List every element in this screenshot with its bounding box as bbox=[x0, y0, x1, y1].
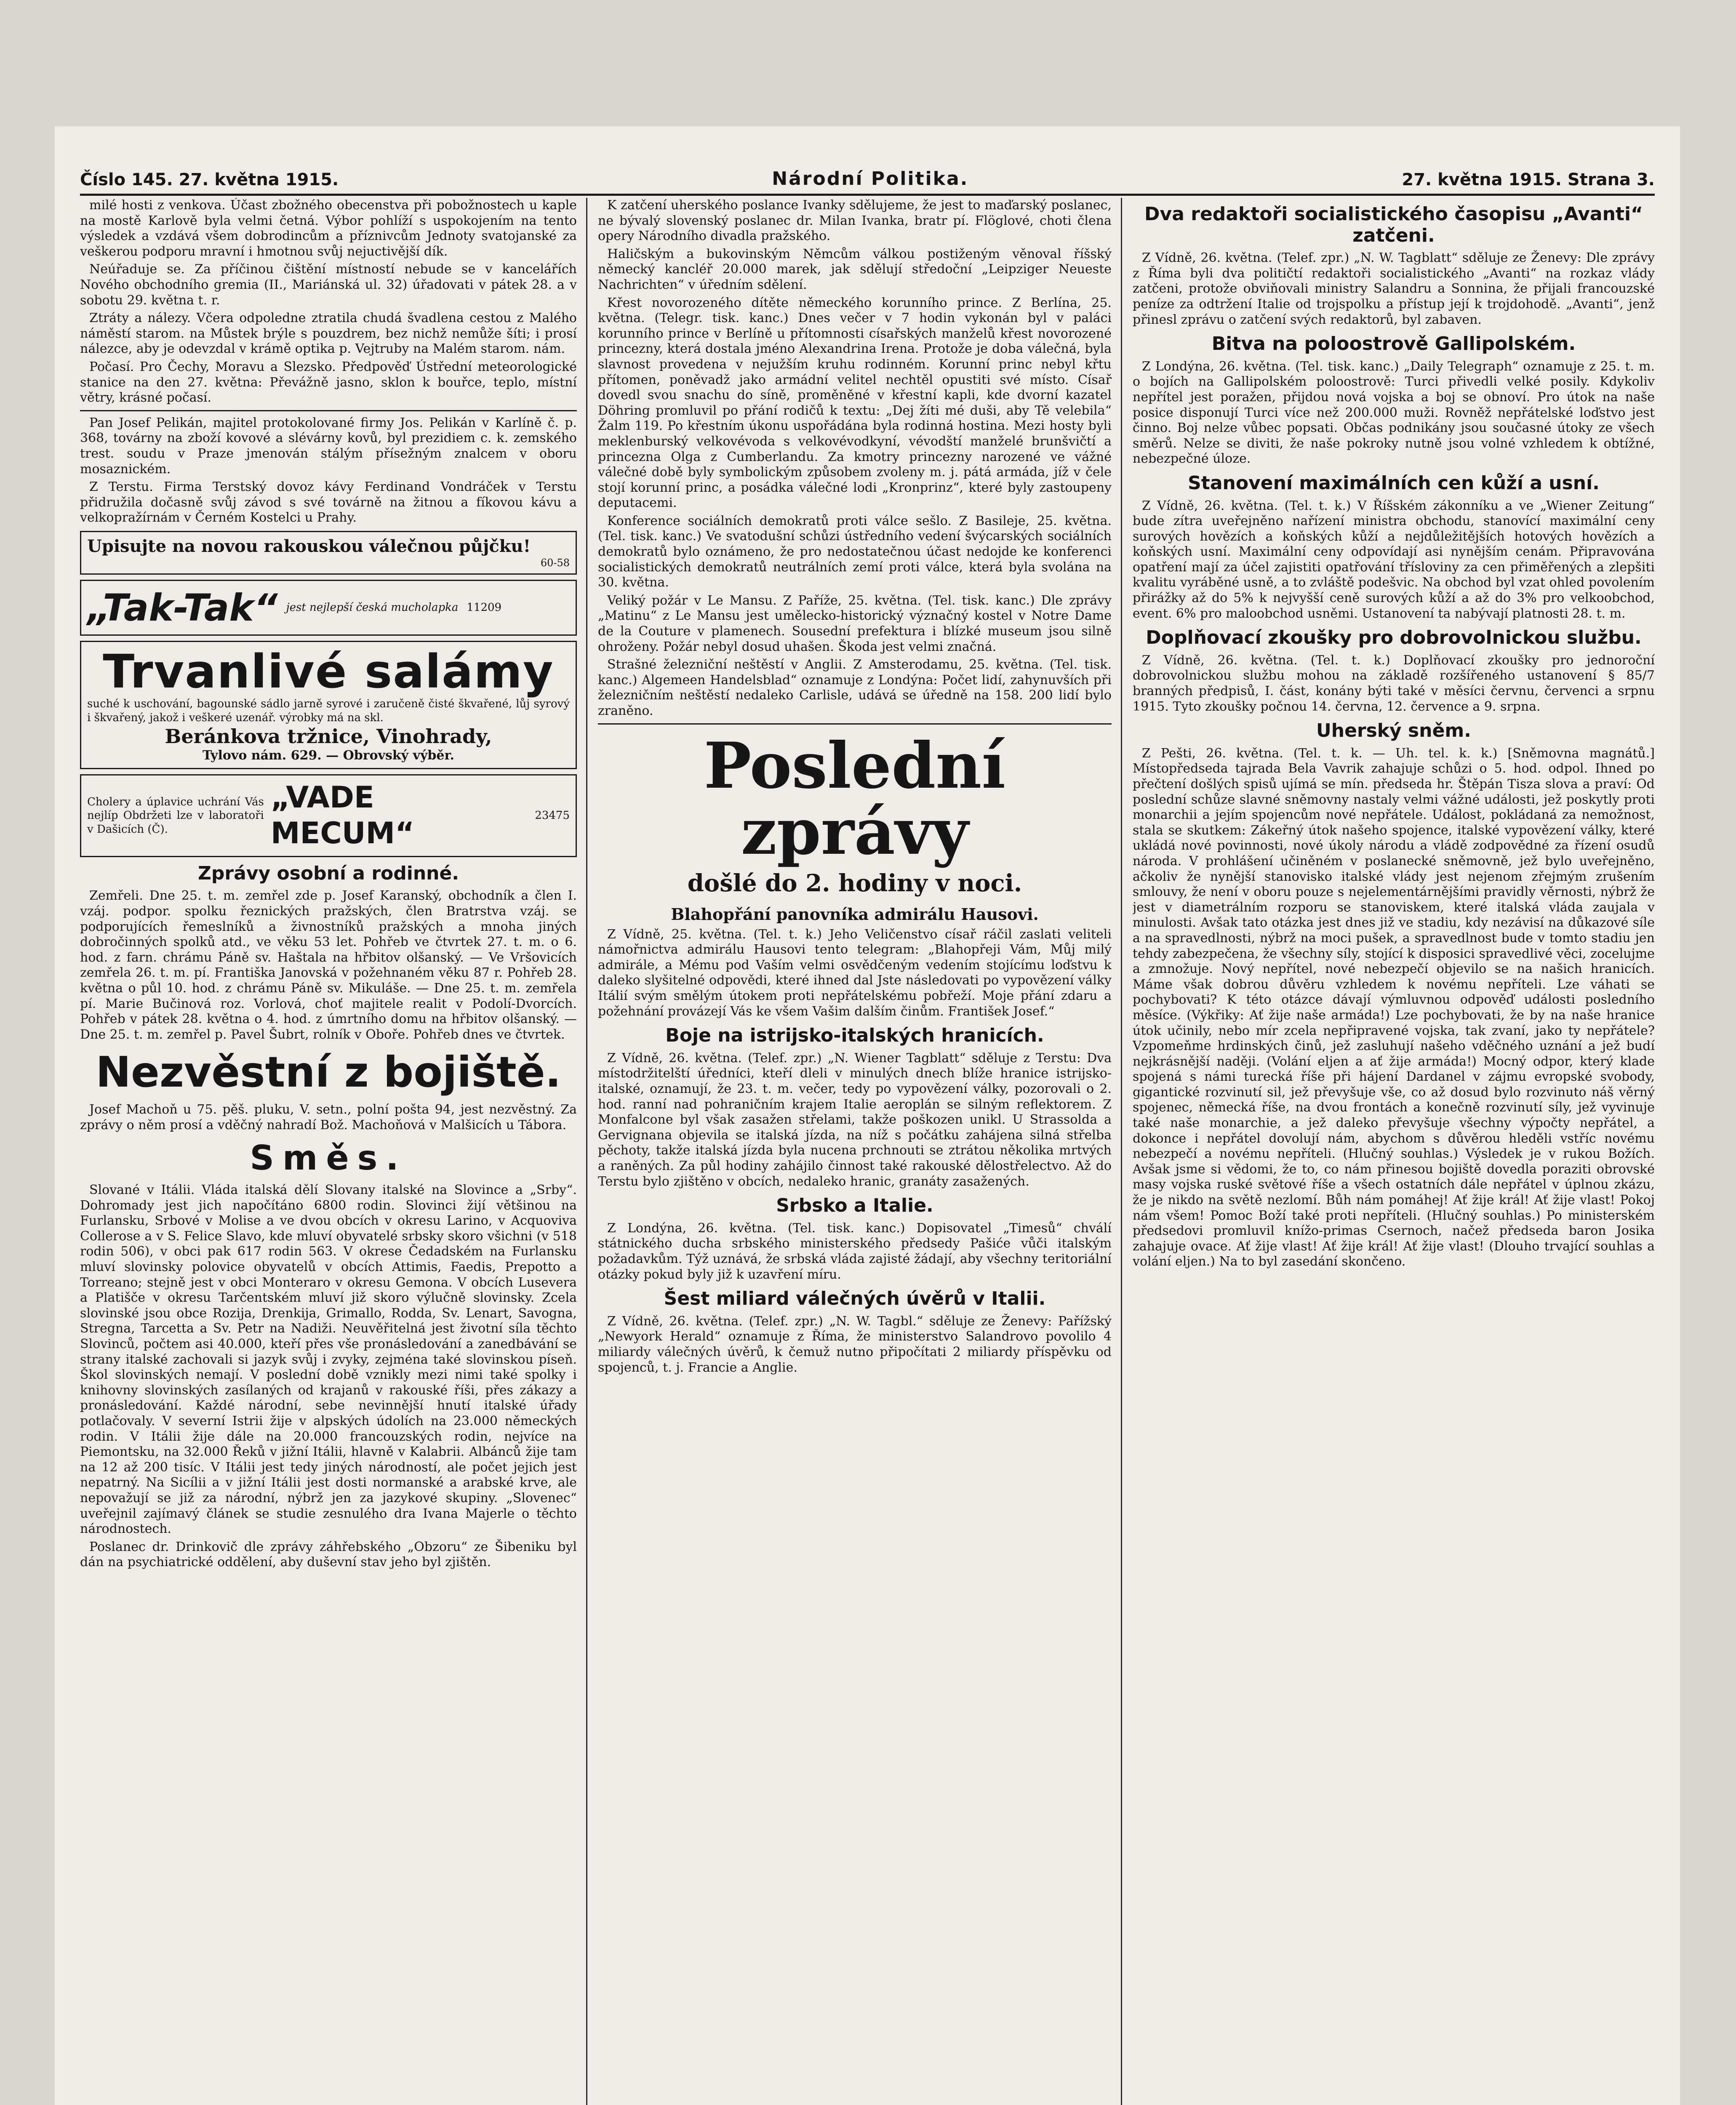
advertisement-flypaper bbox=[80, 580, 577, 636]
article-paragraph: Strašné železniční neštěstí v Anglii. Z Amsterodamu, 25. května. (Tel. tisk. kanc.) Algemeen Handelsblad“ oznamuje z Londýna: Počet lidí, zahynuvších při železničním neštěstí nedaleko Carlisle, udává se úředně na 158. 200 lidí bylo zraněno. bbox=[598, 657, 1112, 718]
article-paragraph: Konference sociálních demokratů proti válce sešlo. Z Basileje, 25. května. (Tel. tisk. kanc.) Ve svatodušní schůzi ústředního vedení švýcarských sociálních demokratů bylo oznámeno, že pro nedostatečnou účast nedojde ke konferenci socialistických demokratů neutrálních zemí proti válce, která byla svolána na 30. května. bbox=[598, 513, 1112, 590]
advertisement-vade-mecum bbox=[80, 774, 577, 857]
latest-news-heading: Poslední zprávy bbox=[704, 728, 1006, 869]
ad-text: Cholery a úplavice uchrání Vás nejlíp Obdržeti lze v laboratoři v Dašicích (Č). bbox=[87, 795, 264, 836]
ad-address: Tylovo nám. 629. — Obrovský výběr. bbox=[203, 748, 454, 763]
article-paragraph: Josef Machoň u 75. pěš. pluku, V. setn., polní pošta 94, jest nezvěstný. Za zprávy o něm prosí a vděčný nahradí Bož. Machoňová v Malšicích u Tábora. bbox=[80, 1102, 577, 1132]
ad-brand: „VADE MECUM“ bbox=[270, 780, 415, 851]
article-paragraph: milé hosti z venkova. Účast zbožného obecenstva při pobožnostech u kaple na mostě Karlově byla velmi četná. Výbor pohlíží s uspokojením na tento výsledek a vzdává všem dobrodincům a příznivcům Jednoty svatojanské za veškerou podporu mravní i hmotnou svůj nejuctivější dík. bbox=[80, 198, 577, 259]
article-paragraph: Z Vídně, 25. května. (Tel. t. k.) Jeho Veličenstvo císař ráčil zaslati veliteli námořnictva admirálu Hausovi tento telegram: „Blahopřeji Vám, Můj milý admirále, a Mému pod Vaším velmi osvědčeným vedením stojícímu loďstvu k daleko slyšitelné odpovědi, které ihned dal Jste následovati po vypovězení války Itálií svým smělým útokem proti nepřátelskému pobřeží. Moje přání zdaru a požehnání provázejí Vás ke všem Vašim dalším činům. František Josef.“ bbox=[598, 927, 1112, 1019]
article-paragraph: Z Vídně, 26. května. (Telef. zpr.) „N. Wiener Tagblatt“ sděluje z Terstu: Dva místodržitelští úředníci, kteří dleli v minulých dnech blíže hranice istrijsko-italské, oznamují, že 23. t. m. večer, tedy po vypovězení války, pozorovali o 2. hod. ranní nad pohraničním krajem Italie aeroplán se silným reflektorem. Z Monfalcone byl však zasažen střelami, takže poškozen unikl. U Strassolda a Gervignana objevila se italská jízda, na níž s počátku zahájena silná střelba pěchoty, takže italská jízda byla nucena prchnouti se ztrátou několika mrtvých a raněných. Za půl hodiny zahájilo činnost také rakouské dělostřelectvo. Až do Terstu bylo zjištěno v obcích, nedaleko hranic, granáty zasažených. bbox=[598, 1050, 1112, 1189]
article-heading: Boje na istrijsko-italských hranicích. bbox=[665, 1025, 1044, 1047]
article-heading: Uherský sněm. bbox=[1316, 720, 1471, 742]
ad-text: Upisujte na novou rakouskou válečnou půjčku! bbox=[87, 536, 531, 556]
column-3 bbox=[1133, 198, 1655, 2105]
ad-text: suché k uschování, bagounské sádlo jarně syrové i zaručeně čisté škvařené, lůj syrový i škvařený, jakož i veškeré uzenář. výrobky má na skl. bbox=[87, 698, 570, 724]
article-paragraph: Z Terstu. Firma Terstský dovoz kávy Ferdinand Vondráček v Terstu přidružila dočasně svůj závod s své továrně na žitnou a fíkovou kávu a velkopražírnám v Černém Kostelci u Prahy. bbox=[80, 480, 577, 525]
divider bbox=[598, 723, 1112, 725]
article-heading: Stanovení maximálních cen kůží a usní. bbox=[1188, 472, 1600, 494]
ad-brand: „Tak-Tak“ bbox=[87, 586, 278, 629]
article-heading: Dva redaktoři socialistického časopisu „Avanti“ zatčeni. bbox=[1144, 203, 1643, 246]
ad-number: 60-58 bbox=[540, 557, 570, 569]
article-heading: Blahopřání panovníka admirálu Hausovi. bbox=[671, 904, 1039, 924]
advertisement-war-loan bbox=[80, 531, 577, 575]
article-heading: Šest miliard válečných úvěrů v Italii. bbox=[664, 1288, 1046, 1310]
section-heading: Zprávy osobní a rodinné. bbox=[197, 862, 459, 884]
article-paragraph: Poslanec dr. Drinkovič dle zprávy záhřebského „Obzoru“ ze Šibeniku byl dán na psychiatrické oddělení, aby duševní stav jeho byl zjištěn. bbox=[80, 1539, 577, 1570]
latest-news-subheading: došlé do 2. hodiny v noci. bbox=[687, 869, 1022, 897]
page-info: 27. května 1915. Strana 3. bbox=[1402, 170, 1655, 189]
article-paragraph: Pan Josef Pelikán, majitel protokolované firmy Jos. Pelikán v Karlíně č. p. 368, továrny na zboží kovové a slévárny kovů, byl prezidiem c. k. zemského trest. soudu v Praze jmenován stálým přísežným znalcem v oboru mosaznickém. bbox=[80, 415, 577, 477]
article-paragraph: Ztráty a nálezy. Včera odpoledne ztratila chudá švadlena cestou z Malého náměstí starom. na Můstek brýle s pouzdrem, bez nichž nemůže šíti; i prosí nálezce, aby je odevzdal v krámě optika p. Vejtruby na Malém starom. nám. bbox=[80, 311, 577, 357]
issue-info: Číslo 145. 27. května 1915. bbox=[80, 170, 339, 189]
column-rule bbox=[586, 198, 587, 2105]
divider bbox=[80, 410, 577, 411]
article-paragraph: Křest novorozeného dítěte německého korunního prince. Z Berlína, 25. května. (Telegr. tisk. kanc.) Dnes večer v 7 hodin vykonán byl v paláci korunního prince v Berlíně u přítomnosti císařských manželů křest novorozené princezny, která dostala jméno Alexandrina Irena. Protože je doba válečná, byla slavnost provedena v nejužším kruhu rodinném. Korunní princ nebyl křtu přítomen, poněvadž jako armádní velitel nechtěl opustiti své místo. Císař dovedl svou snachu do síně, proměněné v křestní kapli, kde dvorní kazatel Döhring promluvil po přání rodičů k textu: „Dej žíti mé duši, aby Tě velebila“ Žalm 119. Po křestním úkonu uspořádána byla rodinná hostina. Mezi hosty byli meklenburský velkovévoda s velkovévodkyní, vévodští manželé brunšvičtí a princezna Olga z Cumberlandu. Za kmotry princezny narozené ve vážné válečné době byly symbolickým způsobem zvoleny m. j. pátá armáda, jíž v čele stojí korunní princ, a posádka válečné lodi „Kronprinz“, které byly zastoupeny deputacemi. bbox=[598, 295, 1112, 511]
ad-number: 11209 bbox=[467, 601, 502, 614]
ad-firm: Beránkova tržnice, Vinohrady, bbox=[165, 725, 492, 748]
article-paragraph: Neúřaduje se. Za příčinou čištění místností nebude se v kancelářích Nového obchodního gremia (II., Mariánská ul. 32) úřadovati v pátek 28. a v sobotu 29. května t. r. bbox=[80, 262, 577, 308]
article-paragraph: Z Londýna, 26. května. (Tel. tisk. kanc.) „Daily Telegraph“ oznamuje z 25. t. m. o bojích na Gallipolském poloostrově: Turci přivedli velké posily. Kdykoliv nepřítel jest poražen, přijdou nová vojska a boj se obnoví. Pro útok na naše posice disponují Turci více než 200.000 muži. Rovněž nepřátelské loďstvo jest činno. Boj nelze vůbec popsati. Občas podnikány jsou současné útoky ze všech směrů. Nelze se diviti, že naše pokroky nutně jsou volné vzhledem k obtížné, nebezpečné úloze. bbox=[1133, 359, 1655, 466]
article-paragraph: K zatčení uherského poslance Ivanky sdělujeme, že jest to maďarský poslanec, ne bývalý slovenský poslanec dr. Milan Ivanka, bratr pí. Flöglové, choti člena opery Národního divadla pražského. bbox=[598, 198, 1112, 244]
ad-headline: Trvanlivé salámy bbox=[103, 645, 554, 699]
article-paragraph: Slované v Itálii. Vláda italská dělí Slovany italské na Slovince a „Srby“. Dohromady jest jich napočítáno 6800 rodin. Slovinci žijí většinou na Furlansku, Srbové v Molise a ve dvou obcích v okresu Larino, v Acquoviva Collerose a v S. Felice Slavo, kde mluví obyvatelé srbsky skoro všichni (v 518 rodin 506), v obci pak 617 rodin 563. V okrese Čedadském na Furlansku mluví slovinsky polovice obyvatelů v obcích Attimis, Faedis, Prepotto a Torreano; stejně jest v obci Monteraro v okresu Gemona. V obcích Lusevera a Platišče v okresu Tarčentském mluví již skoro výlučně slovinsky. Zcela slovinské jsou obce Rozija, Drenkija, Grimallo, Rodda, Sv. Lenart, Savogna, Stregna, Tarcetta a Sv. Petr na Nadiži. Neuvěřitelná jest životní síla těchto Slovinců, počtem asi 40.000, kteří přes vše pronásledování a zanedbávání se strany italské zachovali si jazyk svůj i zvyky, zejména také slovinskou píseň. Škol slovinských nemají. V poslední době vznikly mezi nimi také spolky i knihovny slovinských zasílaných od krajanů v rakouské říši, přes zákazy a pronásledování. Každé národní, sebe nevinnější hnutí italské úřady potlačovaly. V severní Istrii žije v alpských údolích na 23.000 německých rodin. V Itálii žije dále na 20.000 francouzských rodin, nejvíce na Piemontsku, na 32.000 Řeků v jižní Itálii, hlavně v Kalabrii. Albánců žije tam na 12 až 200 tisíc. V Itálii jest tedy jiných národností, ale počet jejich jest nepatrný. Na Sicílii a v jižní Itálii jest dosti normanské a arabské krve, ale nepovažují se již za národní, nýbrž jen za jazykové skupiny. „Slovenec“ uveřejnil zajímavý článek se studie zesnulého dra Ivana Majerle o těchto národnostech. bbox=[80, 1183, 577, 1537]
article-paragraph: Z Londýna, 26. května. (Tel. tisk. kanc.) Dopisovatel „Timesů“ chválí státnického ducha srbského ministerského předsedy Pašiće vůči italským požadavkům. Týž uznává, že srbská vláda zajisté žádají, aby všechny teritoriální otázky pokud byly již k uzavření míru. bbox=[598, 1220, 1112, 1282]
article-paragraph: Z Pešti, 26. května. (Tel. t. k. — Uh. tel. k. k.) [Sněmovna magnátů.] Místopředseda tajrada Bela Vavrik zahajuje schůzi o 5. hod. odpol. Ihned po přečtení došlých spisů ujímá se mín. předseda hr. Štěpán Tisza slova a praví: Od poslední schůze slavné sněmovny nastaly velmi vážné události, jež poskytly proti monarchii a jejím spojencům nové nepřátele. Událost, pokládaná za nemožnost, stala se skutkem: Zákeřný útok našeho spojence, italské vypovězení války, které ukládá nové povinnosti, nové úkoly národu a vládě zodpovědné za řízení osudů národa. V prohlášení učiněném v poslanecké sněmovně, jež bylo uveřejněno, ačkoliv že nynější stanovisko italské vlády jest nejenom zřejmým zrušením smlouvy, že není v oboru pouze s nejelementárnějšími pravidly věrnosti, nýbrž že jest v diametrálním rozporu se stanoviskem, které italská vláda zaujala v minulosti. Avšak tato otázka jest dnes již ve stadiu, kdy nezávisí na důkazové síle a na spravedlnosti, nýbrž na moci pušek, a spravedlnost bude v tomto stadiu jen tehdy zabezpečena, že všechny síly, stojící k disposici spravedlivé věci, zocelujme a zmnožuje. Nový nepřítel, nové nebezpečí objevilo se na našich hranicích. Máme však dobrou důvěru vzhledem k novému nepříteli. Lze váhati se pochybovati? K této otázce dávají výmluvnou odpověď události posledního měsíce. (Výkřiky: Ať žije naše armáda!) Lze pochybovati, že by na naše hranice útok učinily, nebo mír zcela nepřipravené vojska, tak zvaní, jako ty nepřátele? Vzpomeňme hrdinských činů, jež zasluhují našeho vděčného uznání a jež budí nejkrásnější naději. (Volání eljen a ať žije armáda!) Mocný odpor, který klade spojená s námi turecká říše při hájení Dardanel v zájmu evropské svobody, gigantické rozvinutí sil, jež převyšuje vše, co až dosud bylo rozvinuto náš věrný spojenec, německá říše, na dvou frontách a konečně rozvinutí síly, jež vyvinuje také naše monarchie, a jež daleko převyšuje všechny výpočty nepřátel, a dokonce i nepřátel dovolují nám, abychom s důvěrou hleděli vstříc novému nebezpečí a novému nepříteli. (Hlučný souhlas.) Výsledek je v rukou Božích. Avšak jsme si vědomi, že to, co nám přinesou bojiště dovedla poraziti obrovské masy vojska ruské světové říše a všech ostatních dále nepřátel v úplnou zkázu, že je nikdo na světě nezlomí. Bůh nám pomáhej! Ať žije král! Ať žije vlast! Pokoj nám všem! Pomoc Boží také proti nepříteli. (Hlučný souhlas.) Po ministerském předsedovi promluvil knížo-primas Csernoch, načež předseda baron Josika zahajuje ovace. Ať žije vlast! Ať žije král! Ať žije vlast! (Dlouho trvající souhlas a volání eljen.) Na to byl zasedání skončeno. bbox=[1133, 746, 1655, 1269]
advertisement-salami bbox=[80, 641, 577, 769]
column-rule bbox=[1121, 198, 1122, 2105]
article-paragraph: Z Vídně, 26. května. (Telef. zpr.) „N. W. Tagbl.“ sděluje ze Ženevy: Pařížský „Newyork Herald“ oznamuje z Říma, že ministerstvo Salandrovo povolilo 4 miliardy válečných úvěrů, k čemuž nutno připočítati 2 miliardy příspěvku od spojenců, t. j. Francie a Anglie. bbox=[598, 1314, 1112, 1375]
article-paragraph: Z Vídně, 26. května. (Tel. t. k.) V Říšském zákonníku a ve „Wiener Zeitung“ bude zítra uveřejněno nařízení ministra obchodu, stanovící maximální ceny surových hovězích a koňských kůží a nejdůležitějších hotových hovězích a koňských usní. Maximální ceny odpovídají asi nynějším cenám. Připravována opatření mají za účel zajistiti opatřování třísloviny za cen přiměřených a zlepšiti kvalitu vyráběné usně, a to zvláště podešvic. Na obchod byl vzat ohled povolením přirážky až do 5% k nejvyšší ceně surových kůží a až do 3% pro velkoobchod, event. 6% pro maloobchod usněmi. Ustanovení ta nabývají platnosti 28. t. m. bbox=[1133, 498, 1655, 621]
masthead bbox=[80, 152, 1655, 196]
newspaper-title: Národní Politika. bbox=[772, 168, 969, 189]
column-2 bbox=[598, 198, 1112, 2105]
article-paragraph: Z Vídně, 26. května. (Telef. zpr.) „N. W. Tagblatt“ sděluje ze Ženevy: Dle zprávy z Říma byli dva političtí redaktoři socialistického „Avanti“ na rozkaz vlády zatčeni, protože obviňovali ministry Salandru a Sonnina, že přijali francouzské peníze za odtržení Italie od trojspolku a přístup její k trojdohodě. „Avanti“, jenž přinesl zprávu o zatčení svých redaktorů, byl zabaven. bbox=[1133, 250, 1655, 327]
article-heading: Srbsko a Italie. bbox=[776, 1195, 933, 1217]
newspaper-page bbox=[55, 126, 1680, 2105]
section-heading: Směs. bbox=[250, 1138, 407, 1178]
article-heading: Bitva na poloostrově Gallipolském. bbox=[1211, 333, 1576, 355]
article-heading: Doplňovací zkoušky pro dobrovolnickou službu. bbox=[1146, 627, 1642, 649]
article-paragraph: Zemřeli. Dne 25. t. m. zemřel zde p. Josef Karanský, obchodník a člen I. vzáj. podpor. spolku řeznických pražských, člen Bratrstva vzáj. se podporujících řemeslníků a živnostníků pražských a mnoha jiných dobročinných spolků atd., ve věku 53 let. Pohřeb ve čtvrtek 27. t. m. o 6. hod. z farn. chrámu Páně sv. Haštala na hřbitov olšanský. — Ve Vršovicích zemřela 26. t. m. pí. Františka Janovská v požehnaném věku 87 r. Pohřeb 28. května o půl 10. hod. z chrámu Páně sv. Mikuláše. — Dne 25. t. m. zemřela pí. Marie Bučinová roz. Vorlová, choť majitele realit v Podolí-Dvorcích. Pohřeb v pátek 28. května o 4. hod. z úmrtního domu na hřbitov olšanský. — Dne 25. t. m. zemřel p. Pavel Šubrt, rolník v Oboře. Pohřeb dnes ve čtvrtek. bbox=[80, 888, 577, 1042]
article-paragraph: Haličským a bukovinským Němcům válkou postiženým věnoval říšský německý kancléř 20.000 marek, jak sdělují středoční „Leipziger Neueste Nachrichten“ v úředním sdělení. bbox=[598, 246, 1112, 292]
ad-text: jest nejlepší česká mucholapka bbox=[286, 601, 459, 614]
article-paragraph: Počasí. Pro Čechy, Moravu a Slezsko. Předpověď Ústřední meteorologické stanice na den 27. května: Převážně jasno, sklon k bouřce, teplo, místní větry, krásné počasí. bbox=[80, 359, 577, 405]
article-paragraph: Veliký požár v Le Mansu. Z Paříže, 25. května. (Tel. tisk. kanc.) Dle zprávy „Matinu“ z Le Mansu jest umělecko-historický význačný kostel v Notre Dame de la Couture v plamenech. Sousední prefektura i blízké museum jsou silně ohroženy. Požár nebyl dosud uhašen. Škoda jest velmi značná. bbox=[598, 593, 1112, 654]
ad-number: 23475 bbox=[535, 809, 570, 822]
column-1 bbox=[80, 198, 577, 2105]
article-paragraph: Z Vídně, 26. května. (Tel. t. k.) Doplňovací zkoušky pro jednoroční dobrovolnickou službu mohou na základě rozšířeného ustanovení § 85/7 branných předpisů, I. část, konány býti také v měsíci červnu, červenci a srpnu 1915. Tyto zkoušky počnou 14. června, 12. července a 9. srpna. bbox=[1133, 653, 1655, 714]
section-heading: Nezvěstní z bojiště. bbox=[96, 1047, 561, 1097]
